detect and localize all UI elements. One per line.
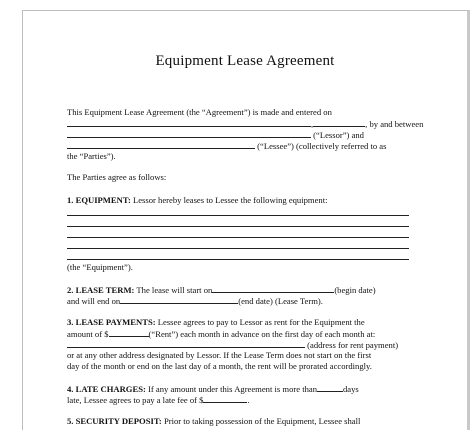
equipment-blank-line-3[interactable] [67, 237, 409, 238]
blank-year-field[interactable] [313, 118, 365, 127]
equipment-blank-line-1[interactable] [67, 215, 409, 216]
blank-lessor-field[interactable] [67, 129, 311, 138]
equipment-blank-line-4[interactable] [67, 248, 409, 249]
equipment-suffix: (the “Equipment”). [67, 262, 133, 272]
document-page [22, 10, 470, 430]
intro-line-5: the “Parties”). [67, 151, 116, 161]
intro-line-4: (“Lessee”) (collectively referred to as [67, 140, 386, 151]
intro-line-2: , , by and between [67, 118, 423, 129]
section-lease-payments-line-5: day of the month or end on the last day of a month, the rent will be prorated accordingly. [67, 361, 372, 371]
section-late-charges-heading: 4. LATE CHARGES: [67, 384, 146, 394]
begin-date-field[interactable] [212, 284, 334, 293]
section-lease-payments-line-2: amount of $ (“Rent”) each month in advance on the first day of each month at: [67, 329, 376, 339]
section-late-charges-line-2: late, Lessee agrees to pay a late fee of $ . [67, 395, 250, 405]
section-lease-payments-line-4: or at any other address designated by Lessor. If the Lease Term does not start on the first [67, 350, 372, 360]
document-title: Equipment Lease Agreement [155, 53, 335, 69]
intro-line-3: (“Lessor”) and [67, 129, 364, 140]
end-date-field[interactable] [120, 295, 238, 304]
rent-amount-field[interactable] [109, 328, 149, 337]
section-lease-payments-line-1: 3. LEASE PAYMENTS: Lessee agrees to pay to Lessor as rent for the Equipment the [67, 317, 365, 327]
section-lease-payments-line-3: (address for rent payment) [67, 339, 398, 350]
rent-address-field[interactable] [67, 339, 305, 348]
section-equipment-heading: 1. EQUIPMENT: [67, 195, 131, 205]
blank-date-field[interactable] [67, 118, 311, 127]
section-equipment: 1. EQUIPMENT: Lessor hereby leases to Lessee the following equipment: [67, 195, 328, 205]
parties-agree-line: The Parties agree as follows: [67, 172, 167, 182]
section-late-charges-line-1: 4. LATE CHARGES: If any amount under this Agreement is more than days [67, 384, 359, 394]
section-lease-term-heading: 2. LEASE TERM: [67, 285, 135, 295]
blank-lessee-field[interactable] [67, 140, 255, 149]
equipment-blank-line-5[interactable] [67, 259, 409, 260]
section-lease-payments-heading: 3. LEASE PAYMENTS: [67, 317, 156, 327]
section-lease-term-line-1: 2. LEASE TERM: The lease will start on (begin date) [67, 285, 376, 295]
section-lease-term-line-2: and will end on (end date) (Lease Term). [67, 296, 323, 306]
section-security-deposit-heading: 5. SECURITY DEPOSIT: [67, 416, 162, 426]
late-days-field[interactable] [317, 383, 343, 392]
section-security-deposit-line-1: 5. SECURITY DEPOSIT: Prior to taking possession of the Equipment, Lessee shall [67, 416, 361, 426]
intro-line-1: This Equipment Lease Agreement (the “Agreement”) is made and entered on [67, 107, 332, 117]
equipment-blank-line-2[interactable] [67, 226, 409, 227]
late-fee-field[interactable] [203, 394, 247, 403]
